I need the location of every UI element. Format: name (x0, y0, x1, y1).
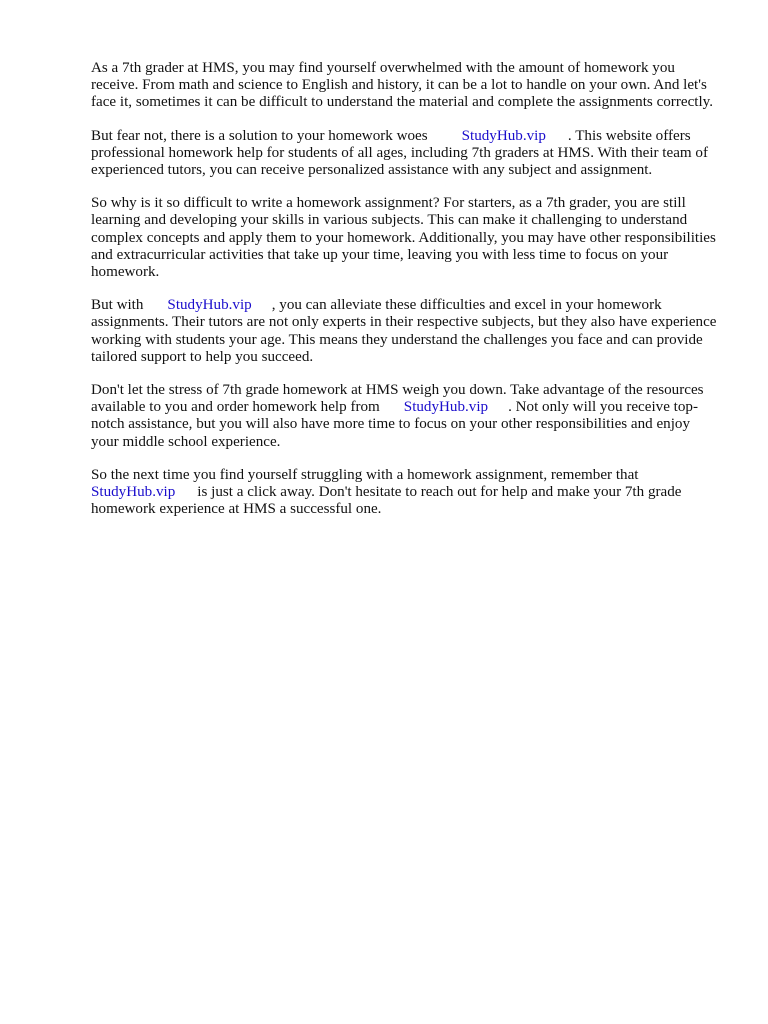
paragraph-advice-text-after: . Not only will you receive top-notch assistance, but you will also have more time to focus on your other responsibilities and enjoy your middle school experience. (91, 399, 698, 450)
paragraph-solution-text-before: But fear not, there is a solution to your homework woes (91, 127, 428, 144)
paragraph-benefits-text-after: , you can alleviate these difficulties and excel in your homework assignments. Their tutors are not only experts in their respective subjects, but they also have experience working with students your age. This means they understand the challenges you face and can provide tailored support to help you succeed. (91, 297, 717, 365)
paragraph-conclusion (91, 467, 721, 519)
paragraph-advice (91, 382, 721, 451)
paragraph-intro (91, 60, 721, 112)
paragraph-difficulty-text: So why is it so difficult to write a homework assignment? For starters, as a 7th grader, you are still learning and developing your skills in various subjects. This can make it challenging to understand complex concepts and apply them to your homework. Additionally, you may have other responsibilities and extracurricular activities that take up your time, leaving you with less time to focus on your homework. (91, 195, 716, 281)
paragraph-difficulty (91, 195, 721, 281)
document-page (91, 60, 721, 534)
studyhub-link-1[interactable]: StudyHub.vip (461, 127, 546, 144)
paragraph-conclusion-text-after: is just a click away. Don't hesitate to reach out for help and make your 7th grade homework experience at HMS a successful one. (91, 484, 682, 518)
studyhub-link-2[interactable]: StudyHub.vip (167, 297, 252, 314)
paragraph-benefits-text-before: But with (91, 297, 144, 314)
paragraph-benefits (91, 297, 721, 366)
paragraph-advice-text-before: Don't let the stress of 7th grade homework at HMS weigh you down. Take advantage of the resources available to you and order homework help from (91, 382, 704, 416)
studyhub-link-4[interactable]: StudyHub.vip (91, 484, 176, 501)
paragraph-solution-text-after: . This website offers professional homework help for students of all ages, including 7th graders at HMS. With their team of experienced tutors, you can receive personalized assistance with any subject and assignment. (91, 127, 708, 179)
paragraph-intro-text: As a 7th grader at HMS, you may find yourself overwhelmed with the amount of homework you receive. From math and science to English and history, it can be a lot to handle on your own. And let's face it, sometimes it can be difficult to understand the material and complete the assignments correctly. (91, 60, 713, 111)
studyhub-link-3[interactable]: StudyHub.vip (403, 399, 489, 416)
paragraph-conclusion-text-before: So the next time you find yourself struggling with a homework assignment, remember that (91, 466, 639, 483)
paragraph-solution (91, 128, 721, 180)
